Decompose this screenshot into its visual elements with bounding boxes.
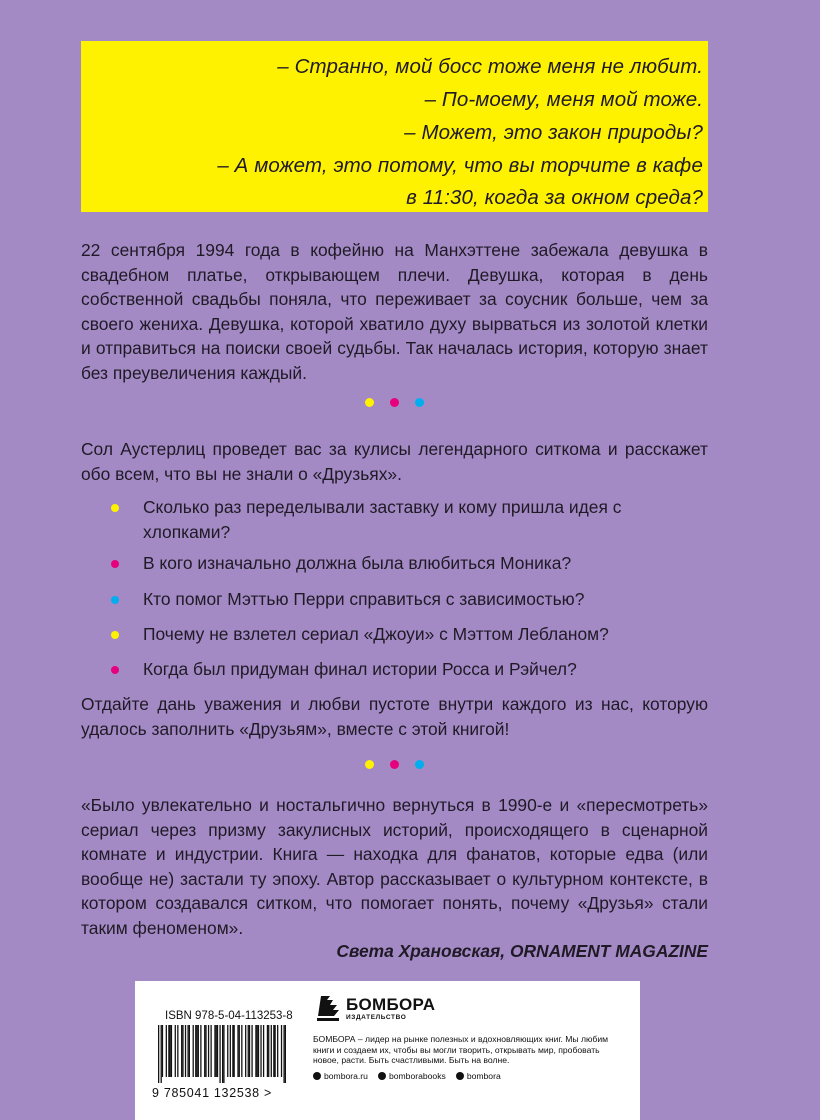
globe-icon	[313, 1072, 321, 1080]
barcode-bar	[230, 1025, 231, 1077]
publisher-name: БОМБОРА	[346, 995, 436, 1014]
barcode-bar	[273, 1025, 274, 1077]
barcode-bar	[181, 1025, 182, 1077]
barcode-bar	[237, 1025, 238, 1077]
barcode-bar	[277, 1025, 278, 1077]
magenta-bullet	[111, 560, 119, 568]
barcode-bar	[171, 1025, 172, 1077]
barcode-bar	[185, 1025, 186, 1077]
barcode-bar	[182, 1025, 183, 1077]
bullet-text: Почему не взлетел сериал «Джоуи» с Мэттом Лебланом?	[143, 624, 609, 644]
vk-link[interactable]	[378, 1071, 446, 1081]
barcode-bar	[227, 1025, 228, 1077]
divider-dots-2	[365, 760, 435, 770]
barcode-bar	[189, 1025, 190, 1077]
barcode-bar	[208, 1025, 209, 1077]
cyan-bullet	[111, 596, 119, 604]
barcode-bar	[177, 1025, 178, 1077]
barcode-bar	[260, 1025, 261, 1077]
telegram-icon	[456, 1072, 464, 1080]
bombora-logo-icon	[313, 993, 343, 1023]
barcode-bar	[195, 1025, 196, 1077]
barcode-bar	[210, 1025, 211, 1077]
barcode-bar	[217, 1025, 218, 1077]
barcode-bar	[198, 1025, 199, 1077]
barcode-bar	[281, 1025, 282, 1077]
barcode-bar	[168, 1025, 169, 1077]
quote-line-5: в 11:30, когда за окном среда?	[406, 186, 703, 209]
yellow-bullet	[111, 504, 119, 512]
barcode-bar	[214, 1025, 215, 1077]
barcode-bar	[268, 1025, 269, 1077]
quote-line-1: – Странно, мой босс тоже меня не любит.	[277, 55, 703, 78]
barcode-bar	[193, 1025, 194, 1077]
barcode-bar	[255, 1025, 256, 1077]
barcode-bar	[162, 1025, 163, 1077]
barcode-bar	[161, 1025, 162, 1083]
barcode-bar	[232, 1025, 233, 1077]
magenta-bullet	[111, 666, 119, 674]
closing-paragraph: Отдайте дань уважения и любви пустоте внутри каждого из нас, которую удалось заполнить «Друзьям», вместе с этой книгой!	[81, 694, 708, 739]
barcode-bar	[285, 1025, 286, 1083]
barcode-bar	[234, 1025, 235, 1077]
telegram-label: bombora	[466, 1071, 501, 1081]
barcode-bar	[263, 1025, 264, 1077]
barcode-bar	[187, 1025, 188, 1077]
bullet-text: Кто помог Мэттью Перри справиться с зависимостью?	[143, 589, 585, 609]
cyan-dot	[415, 760, 424, 769]
barcode-bar	[170, 1025, 171, 1077]
barcode-bar	[241, 1025, 242, 1077]
intro-paragraph: 22 сентября 1994 года в кофейню на Манхэттене забежала девушка в свадебном платье, открывающем плечи. Девушка, которая в день собственной свадьбы поняла, что переживает за соусник больше, чем за своего жениха. Девушка, которой хватило духу вырваться из золотой клетки и отправиться на поиски своей судьбы. Так началась история, которую знает без преувеличения каждый.	[81, 240, 708, 383]
divider-dots-1	[365, 398, 435, 408]
vk-icon	[378, 1072, 386, 1080]
cyan-dot	[415, 398, 424, 407]
barcode-bar	[239, 1025, 240, 1077]
barcode-bar	[245, 1025, 246, 1077]
barcode-bar	[283, 1025, 284, 1083]
bullet-text: В кого изначально должна была влюбиться Моника?	[143, 553, 572, 573]
website-label: bombora.ru	[324, 1071, 368, 1081]
barcode-bar	[248, 1025, 249, 1077]
barcode-number: 9 785041 132538 >	[152, 1086, 272, 1100]
barcode-bar	[271, 1025, 272, 1077]
barcode-bar	[258, 1025, 259, 1077]
publisher-description: БОМБОРА – лидер на рынке полезных и вдохновляющих книг. Мы любим книги и создаем их, чтобы вы могли творить, открывать мир, пробовать новое, расти. Быть счастливыми. Быть на волне.	[313, 1034, 609, 1066]
website-link[interactable]	[313, 1071, 368, 1081]
magenta-dot	[390, 398, 399, 407]
barcode	[158, 1025, 286, 1083]
yellow-dot	[365, 398, 374, 407]
publisher-subtitle: ИЗДАТЕЛЬСТВО	[346, 1014, 407, 1021]
barcode-bar	[249, 1025, 250, 1077]
barcode-bar	[274, 1025, 275, 1077]
lead-paragraph: Сол Аустерлиц проведет вас за кулисы легендарного ситкома и расскажет обо всем, что вы не знали о «Друзьях».	[81, 439, 708, 484]
quote-line-2: – По-моему, меня мой тоже.	[424, 88, 703, 111]
magenta-dot	[390, 760, 399, 769]
barcode-bar	[257, 1025, 258, 1077]
review-author: Света Храновская, ORNAMENT MAGAZINE	[336, 941, 708, 961]
bullet-text: Сколько раз переделывали заставку и кому пришла идея с хлопками?	[143, 497, 622, 542]
isbn: ISBN 978-5-04-113253-8	[165, 1010, 293, 1022]
quote-line-3: – Может, это закон природы?	[404, 121, 703, 144]
barcode-bar	[166, 1025, 167, 1077]
barcode-bar	[219, 1025, 220, 1083]
barcode-bar	[205, 1025, 206, 1077]
barcode-bar	[222, 1025, 223, 1083]
barcode-bar	[200, 1025, 201, 1077]
yellow-bullet	[111, 631, 119, 639]
barcode-bar	[267, 1025, 268, 1077]
barcode-bar	[223, 1025, 224, 1083]
bullet-text: Когда был придуман финал истории Росса и Рэйчел?	[143, 659, 577, 679]
quote-line-4: – А может, это потому, что вы торчите в кафе	[217, 154, 703, 177]
yellow-dot	[365, 760, 374, 769]
vk-label: bomborabooks	[388, 1071, 446, 1081]
barcode-bar	[204, 1025, 205, 1077]
barcode-bar	[251, 1025, 252, 1077]
telegram-link[interactable]	[456, 1071, 501, 1081]
publisher-socials	[313, 1071, 501, 1081]
barcode-bar	[196, 1025, 197, 1077]
barcode-bar	[216, 1025, 217, 1077]
barcode-bar	[175, 1025, 176, 1077]
barcode-bar	[158, 1025, 159, 1083]
review-quote: «Было увлекательно и ностальгично вернуться в 1990-е и «пересмотреть» сериал через призму закулисных историй, происходящего в сценарной комнате и индустрии. Книга — находка для фанатов, которые едва (или вообще не) застали ту эпоху. Автор рассказывает о культурном контексте, в котором создавался ситком, что помогает понять, почему «Друзья» стали таким феноменом».	[81, 795, 708, 938]
